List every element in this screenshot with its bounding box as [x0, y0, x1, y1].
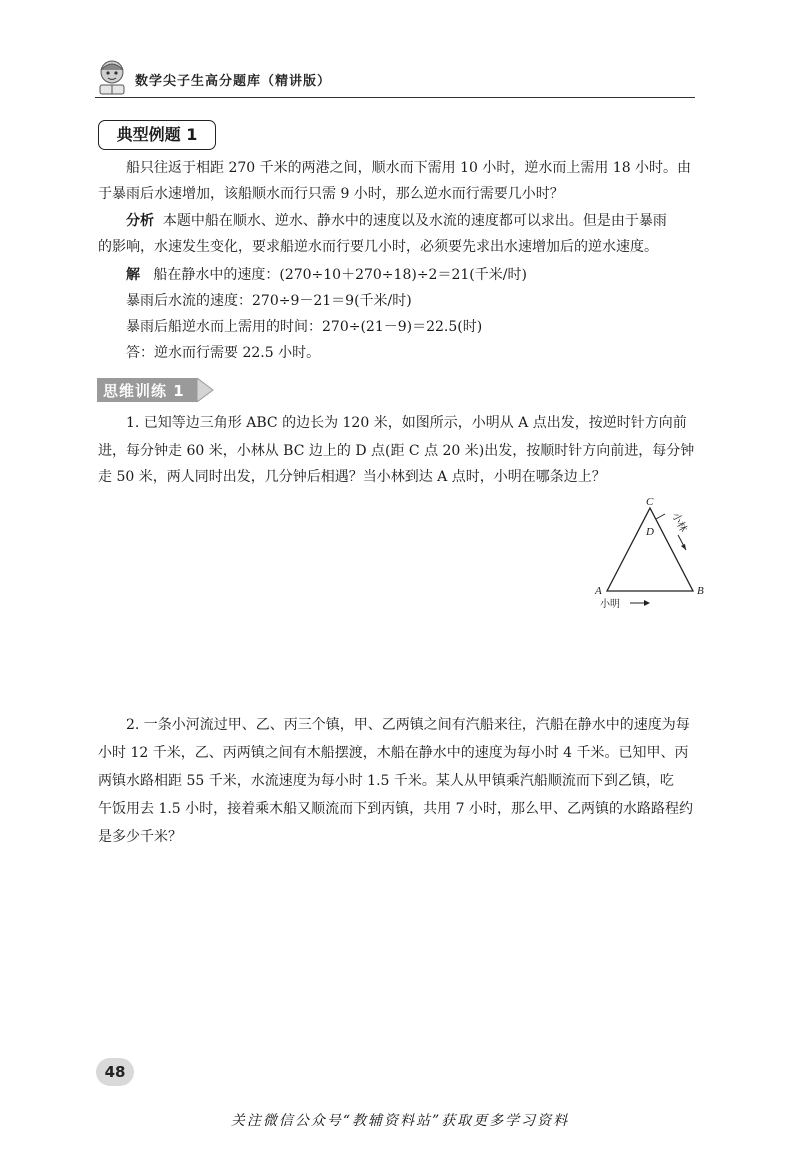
solution-line3: 暴雨后船逆水而上需用的时间：270÷(21－9)＝22.5(时): [126, 319, 483, 335]
triangle-diagram: [590, 495, 710, 615]
q2-line3: 两镇水路相距 55 千米，水流速度为每小时 1.5 千米。某人从甲镇乘汽船顺流而下到乙镇，吃: [98, 773, 674, 789]
xiaoming-arrowhead: [644, 600, 650, 606]
q1-line2: 进，每分钟走 60 米，小林从 BC 边上的 D 点(距 C 点 20 米)出发，按顺时针方向前进，每分钟: [98, 443, 695, 459]
solution-label: 解: [126, 267, 140, 283]
label-a: A: [595, 585, 602, 597]
example-heading: 典型例题 1: [98, 120, 216, 150]
chevron-right-icon: [197, 378, 215, 402]
analysis-line1: [98, 208, 703, 234]
q2-line4: 午饭用去 1.5 小时，接着乘木船又顺流而下到丙镇，共用 7 小时，那么甲、乙两镇的水路路程约: [98, 801, 693, 817]
xiaolin-arrowhead: [681, 544, 686, 550]
book-title: 数学尖子生高分题库（精讲版）: [135, 74, 332, 89]
point-d-tick: [656, 514, 665, 519]
q2-line1: 2. 一条小河流过甲、乙、丙三个镇，甲、乙两镇之间有汽船来往，汽船在静水中的速度为每: [126, 717, 690, 733]
training-heading: [97, 378, 217, 402]
q1-line1: 1. 已知等边三角形 ABC 的边长为 120 米，如图所示，小明从 A 点出发，按逆时针方向前: [126, 415, 687, 431]
xiaoming-label: 小明: [600, 599, 620, 610]
label-d: D: [646, 526, 654, 538]
xiaolin-label: 小林: [669, 511, 689, 535]
analysis-line2: 的影响，水速发生变化，要求船逆水而行要几小时，必须要先求出水速增加后的逆水速度。: [98, 239, 658, 255]
q2-line2: 小时 12 千米，乙、丙两镇之间有木船摆渡，木船在静水中的速度为每小时 4 千米。已知甲、丙: [98, 745, 689, 761]
page-number: 48: [96, 1058, 134, 1086]
label-b: B: [697, 585, 704, 597]
footer-note: 关注微信公众号“教辅资料站”获取更多学习资料: [230, 1113, 570, 1129]
q2-line5: 是多少千米？: [98, 829, 182, 845]
answer-line: 答：逆水而行需要 22.5 小时。: [126, 345, 321, 361]
example-problem-line2: 于暴雨后水速增加，该船顺水而行只需 9 小时，那么逆水而行需要几小时？: [98, 186, 564, 202]
solution-text1: 船在静水中的速度：(270÷10＋270÷18)÷2＝21(千米/时): [153, 267, 527, 283]
q1-line3: 走 50 米，两人同时出发，几分钟后相遇？当小林到达 A 点时，小明在哪条边上？: [98, 469, 606, 485]
label-c: C: [646, 496, 654, 508]
solution-line1: [98, 262, 703, 288]
solution-line2: 暴雨后水流的速度：270÷9－21＝9(千米/时): [126, 293, 412, 309]
training-heading-text: 思维训练 1: [103, 382, 185, 400]
header-divider: [95, 97, 695, 98]
example-problem-line1: 船只往返于相距 270 千米的两港之间，顺水而下需用 10 小时，逆水而上需用 18 小时。由: [126, 160, 692, 176]
analysis-text1: 本题中船在顺水、逆水、静水中的速度以及水流的速度都可以求出。但是由于暴雨: [162, 213, 667, 229]
page-header: [95, 58, 695, 98]
student-avatar-icon: [95, 58, 129, 96]
analysis-label: 分析: [126, 213, 154, 229]
